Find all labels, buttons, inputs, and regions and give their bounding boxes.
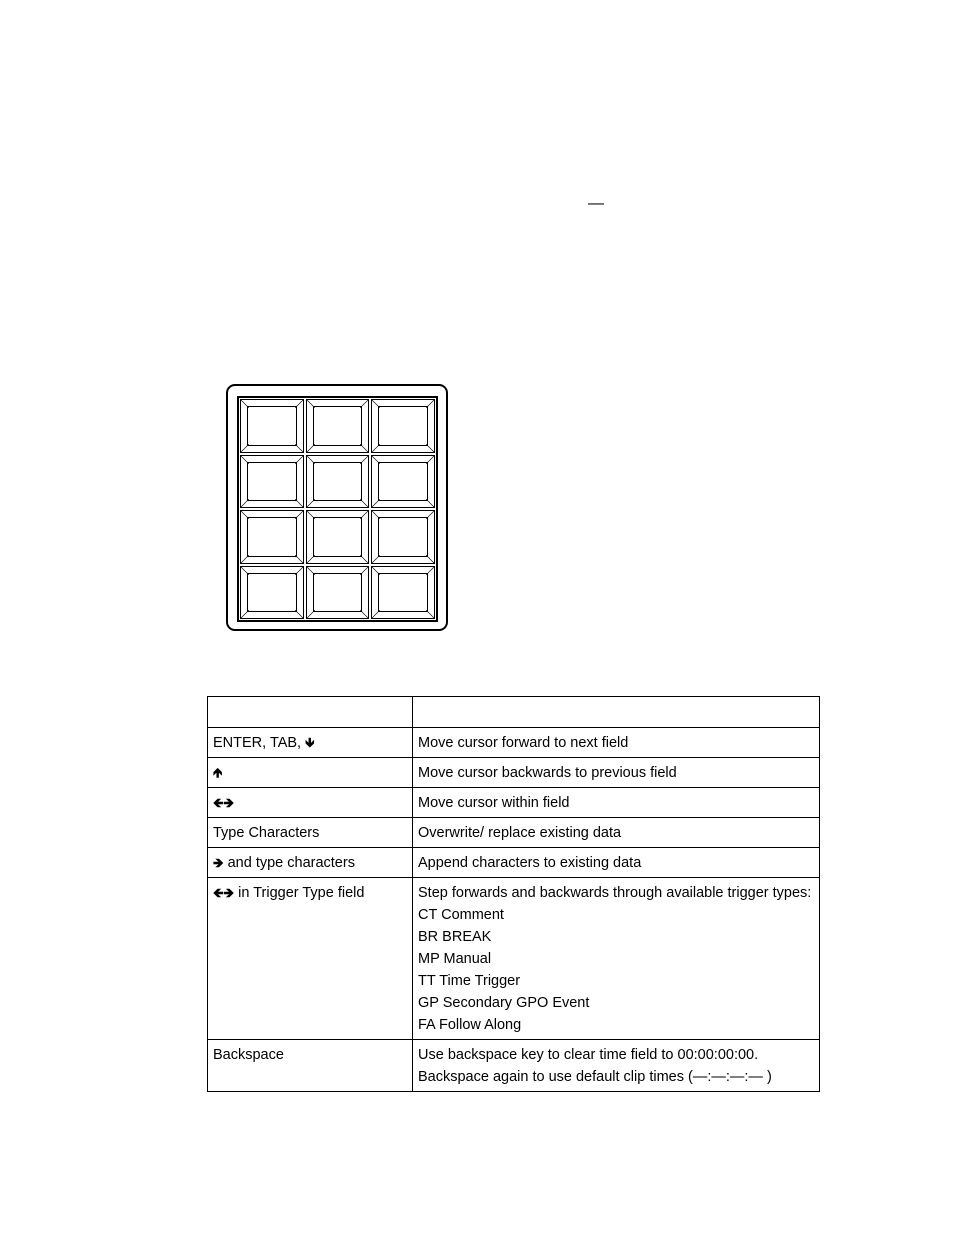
table-row xyxy=(208,848,820,878)
keypad-key xyxy=(306,566,370,620)
action-cell xyxy=(413,1040,820,1092)
down-arrow-icon: 🡻 xyxy=(305,736,315,751)
keypad-grid xyxy=(237,396,438,622)
keypad-key xyxy=(371,510,435,564)
trigger-type-item: FA Follow Along xyxy=(418,1017,522,1033)
key-cell xyxy=(208,818,413,848)
key-cell xyxy=(208,848,413,878)
keypad-key xyxy=(240,399,304,453)
key-cell xyxy=(208,788,413,818)
header-key-cell xyxy=(208,697,413,728)
table-row xyxy=(208,878,820,1040)
keypad-key xyxy=(240,510,304,564)
keypad-key xyxy=(306,455,370,509)
action-text: Move cursor forward to next field xyxy=(418,735,629,751)
dash-mark: — xyxy=(588,195,604,212)
table-row xyxy=(208,728,820,758)
key-function-table xyxy=(207,696,820,1092)
action-text: Backspace again to use default clip times (—:—:—:— ) xyxy=(418,1069,772,1085)
left-right-arrows-icon: 🡸🡺 xyxy=(213,796,235,811)
action-text: Overwrite/ replace existing data xyxy=(418,825,622,841)
key-label: in Trigger Type field xyxy=(238,885,365,901)
trigger-type-item: TT Time Trigger xyxy=(418,973,521,989)
action-cell xyxy=(413,878,820,1040)
up-arrow-icon: 🡹 xyxy=(213,766,223,781)
action-text: Move cursor within field xyxy=(418,795,570,811)
left-right-arrows-icon: 🡸🡺 xyxy=(213,886,235,901)
trigger-type-item: CT Comment xyxy=(418,907,504,923)
key-label: ENTER, TAB, xyxy=(213,735,302,751)
action-cell xyxy=(413,818,820,848)
action-cell xyxy=(413,758,820,788)
keypad-key xyxy=(371,566,435,620)
action-text: Use backspace key to clear time field to 00:00:00:00. xyxy=(418,1047,759,1063)
action-text: Step forwards and backwards through available trigger types: xyxy=(418,885,812,901)
action-cell xyxy=(413,728,820,758)
key-label: Type Characters xyxy=(213,825,320,841)
action-text: Append characters to existing data xyxy=(418,855,642,871)
key-label: and type characters xyxy=(227,855,355,871)
keypad-key xyxy=(371,455,435,509)
keypad-key xyxy=(306,510,370,564)
trigger-type-item: MP Manual xyxy=(418,951,492,967)
table-row xyxy=(208,788,820,818)
keypad-key xyxy=(240,566,304,620)
table-row xyxy=(208,818,820,848)
key-cell xyxy=(208,878,413,1040)
keypad-key xyxy=(306,399,370,453)
action-text: Move cursor backwards to previous field xyxy=(418,765,677,781)
action-cell xyxy=(413,788,820,818)
action-cell xyxy=(413,848,820,878)
key-label: Backspace xyxy=(213,1047,284,1063)
keypad-illustration xyxy=(226,384,448,631)
key-cell xyxy=(208,1040,413,1092)
table-row xyxy=(208,758,820,788)
table-row xyxy=(208,1040,820,1092)
key-cell xyxy=(208,728,413,758)
trigger-type-item: BR BREAK xyxy=(418,929,492,945)
header-action-cell xyxy=(413,697,820,728)
key-cell xyxy=(208,758,413,788)
table-header-row xyxy=(208,697,820,728)
right-arrow-icon: 🡺 xyxy=(213,856,224,871)
keypad-key xyxy=(371,399,435,453)
trigger-type-item: GP Secondary GPO Event xyxy=(418,995,590,1011)
keypad-key xyxy=(240,455,304,509)
